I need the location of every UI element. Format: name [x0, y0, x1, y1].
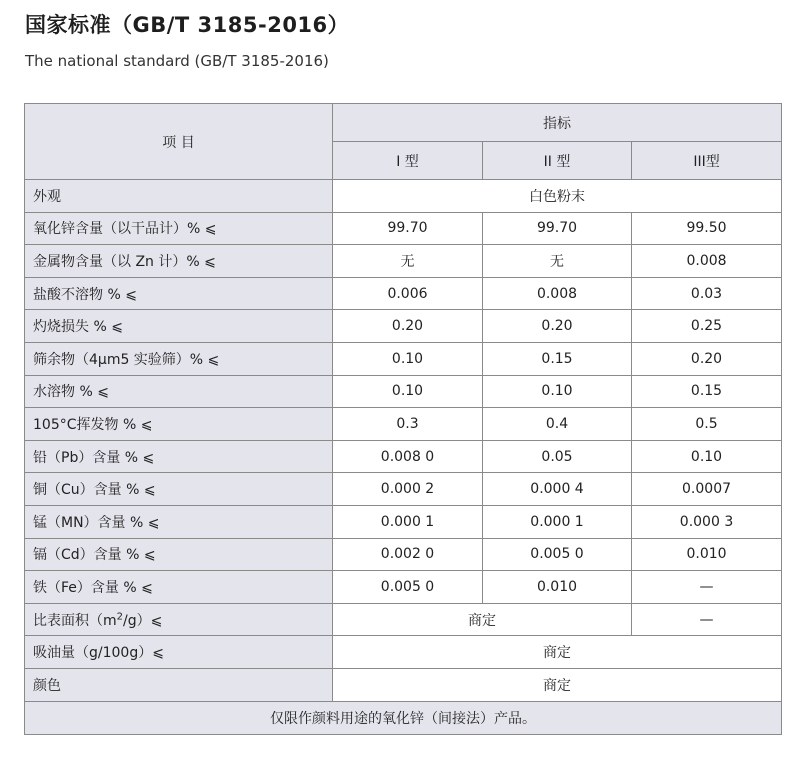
- row-value-type-2: 0.000 1: [483, 505, 632, 538]
- row-value-type-3: 0.15: [632, 375, 782, 408]
- row-value: 白色粉末: [333, 180, 782, 213]
- row-value-type-1: 0.006: [333, 277, 483, 310]
- row-value-type-1: 0.002 0: [333, 538, 483, 571]
- row-value-type-2: 0.10: [483, 375, 632, 408]
- standard-table: [24, 103, 782, 735]
- row-value-type-2: 0.005 0: [483, 538, 632, 571]
- row-value-type-2: 0.4: [483, 408, 632, 441]
- row-value-type-1: 0.20: [333, 310, 483, 343]
- row-value-type-3: 0.03: [632, 277, 782, 310]
- table-row: [25, 505, 782, 538]
- row-value-type-2: 0.15: [483, 342, 632, 375]
- row-value-type-3: —: [632, 603, 782, 636]
- row-item-label: 颜色: [25, 668, 333, 701]
- row-item-label: 镉（Cd）含量 % ⩽: [25, 538, 333, 571]
- row-item-label: 外观: [25, 180, 333, 213]
- row-item-label: 铅（Pb）含量 % ⩽: [25, 440, 333, 473]
- row-value-type-3: 0.000 3: [632, 505, 782, 538]
- row-value-type-3: 0.008: [632, 245, 782, 278]
- row-value-type-3: 0.0007: [632, 473, 782, 506]
- row-value-type-3: 0.25: [632, 310, 782, 343]
- row-value-type-3: 0.5: [632, 408, 782, 441]
- row-item-label: 氧化锌含量（以干品计）% ⩽: [25, 212, 333, 245]
- row-value: 商定: [333, 636, 782, 669]
- row-value-type-1: 0.10: [333, 342, 483, 375]
- row-value: 商定: [333, 668, 782, 701]
- table-row: [25, 212, 782, 245]
- table-row: [25, 310, 782, 343]
- row-item-label: 盐酸不溶物 % ⩽: [25, 277, 333, 310]
- item-label-part: 比表面积（m: [33, 612, 117, 629]
- row-item-label: 吸油量（g/100g）⩽: [25, 636, 333, 669]
- item-label-part: /g）⩽: [123, 612, 163, 629]
- row-value-type-2: 0.008: [483, 277, 632, 310]
- table-footnote: 仅限作颜料用途的氧化锌（间接法）产品。: [25, 701, 782, 734]
- row-value-type-1: 0.008 0: [333, 440, 483, 473]
- page-title: 国家标准（GB/T 3185-2016）: [25, 13, 350, 37]
- row-value-type-1: 99.70: [333, 212, 483, 245]
- table-row: [25, 375, 782, 408]
- table-row: [25, 668, 782, 701]
- row-item-label: 筛余物（4μm5 实验筛）% ⩽: [25, 342, 333, 375]
- header-type-2: II 型: [483, 142, 632, 180]
- row-value-type-3: 99.50: [632, 212, 782, 245]
- table-row: [25, 408, 782, 441]
- row-item-label: 105°C挥发物 % ⩽: [25, 408, 333, 441]
- row-item-label: 锰（MN）含量 % ⩽: [25, 505, 333, 538]
- table-row: [25, 245, 782, 278]
- row-value-type-1: 无: [333, 245, 483, 278]
- page-subtitle: The national standard (GB/T 3185-2016): [25, 52, 329, 70]
- table-row: [25, 473, 782, 506]
- item-label-superscript: 2: [116, 610, 124, 622]
- row-item-label: 水溶物 % ⩽: [25, 375, 333, 408]
- row-value-type-1: 0.10: [333, 375, 483, 408]
- header-type-3: III型: [632, 142, 782, 180]
- table-row: [25, 277, 782, 310]
- row-value-type-1-2: 商定: [333, 603, 632, 636]
- row-item-label: 铁（Fe）含量 % ⩽: [25, 571, 333, 604]
- footnote-row: [25, 701, 782, 734]
- row-value-type-3: 0.010: [632, 538, 782, 571]
- header-type-1: I 型: [333, 142, 483, 180]
- row-value-type-3: —: [632, 571, 782, 604]
- row-value-type-3: 0.10: [632, 440, 782, 473]
- table-row: [25, 342, 782, 375]
- row-value-type-2: 0.000 4: [483, 473, 632, 506]
- row-item-label: 铜（Cu）含量 % ⩽: [25, 473, 333, 506]
- table-row: [25, 538, 782, 571]
- table-row: [25, 603, 782, 636]
- row-value-type-2: 0.05: [483, 440, 632, 473]
- row-value-type-2: 99.70: [483, 212, 632, 245]
- row-value-type-1: 0.000 2: [333, 473, 483, 506]
- row-value-type-1: 0.3: [333, 408, 483, 441]
- row-value-type-3: 0.20: [632, 342, 782, 375]
- row-value-type-2: 0.20: [483, 310, 632, 343]
- header-row-index: [25, 104, 782, 142]
- row-item-label: 灼烧损失 % ⩽: [25, 310, 333, 343]
- header-item: 项 目: [25, 104, 333, 180]
- table-row: [25, 636, 782, 669]
- row-value-type-1: 0.005 0: [333, 571, 483, 604]
- row-value-type-2: 无: [483, 245, 632, 278]
- table-row: [25, 571, 782, 604]
- row-value-type-2: 0.010: [483, 571, 632, 604]
- header-index: 指标: [333, 104, 782, 142]
- table-row: [25, 180, 782, 213]
- table-row: [25, 440, 782, 473]
- row-item-label: [25, 603, 333, 636]
- row-item-label: 金属物含量（以 Zn 计）% ⩽: [25, 245, 333, 278]
- row-value-type-1: 0.000 1: [333, 505, 483, 538]
